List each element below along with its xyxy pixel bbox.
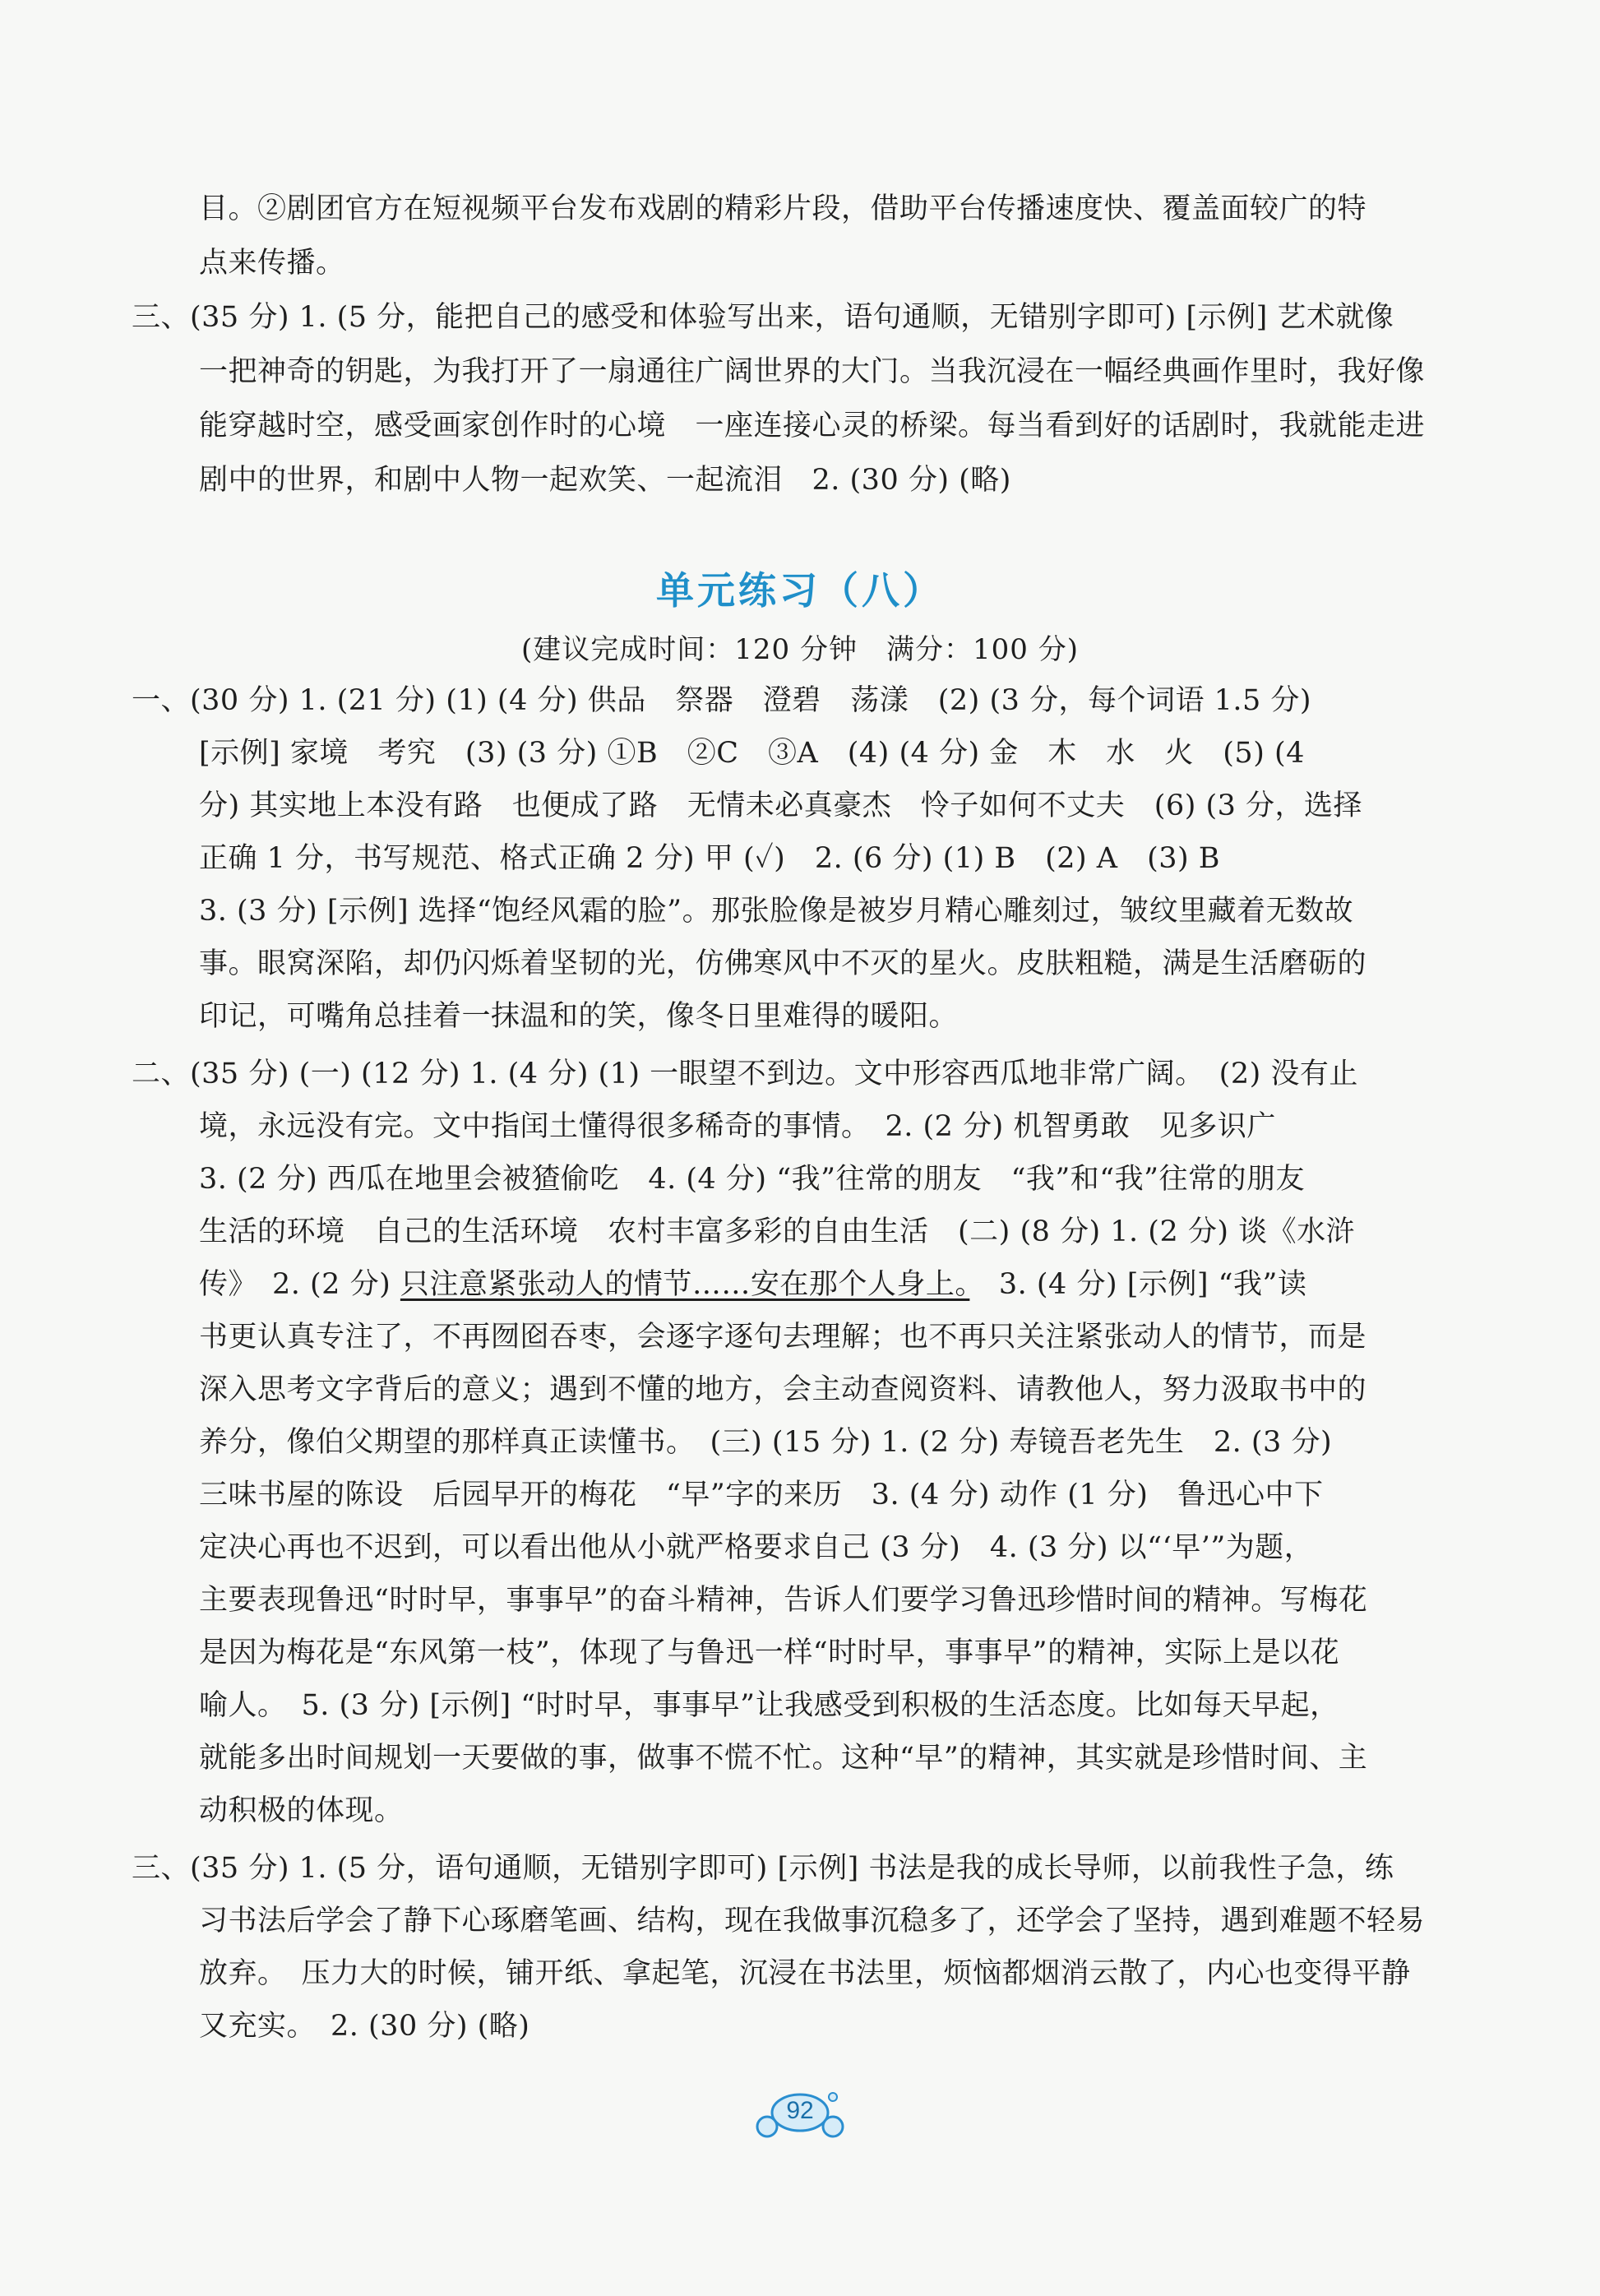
text-line: 三、(35 分) 1. (5 分，语句通顺，无错别字即可) [示例] 书法是我的成长导师，以前我性子急，练: [132, 1852, 1394, 1885]
text-line: 是因为梅花是“东风第一枝”，体现了与鲁迅一样“时时早，事事早”的精神，实际上是以花: [199, 1636, 1340, 1669]
text-line: 境，永远没有完。文中指闰土懂得很多稀奇的事情。 2. (2 分) 机智勇敢 见多识广: [199, 1110, 1276, 1143]
text-line: 目。②剧团官方在短视频平台发布戏剧的精彩片段，借助平台传播速度快、覆盖面较广的特: [199, 192, 1367, 225]
text-line: 分) 其实地上本没有路 也便成了路 无情未必真豪杰 怜子如何不丈夫 (6) (3 分，选择: [199, 789, 1363, 822]
page-number-badge: [751, 2085, 849, 2143]
text-segment: 3. (4 分) [示例] “我”读: [969, 1268, 1307, 1301]
text-line: 印记，可嘴角总挂着一抹温和的笑，像冬日里难得的暖阳。: [199, 1000, 959, 1033]
text-line: [199, 1265, 1306, 1304]
underlined-quote: 只注意紧张动人的情节……安在那个人身上。: [400, 1268, 970, 1301]
text-line: 能穿越时空，感受画家创作时的心境 一座连接心灵的桥梁。每当看到好的话剧时，我就能走进: [199, 410, 1426, 442]
text-line: 点来传播。: [199, 247, 345, 280]
text-line: 一、(30 分) 1. (21 分) (1) (4 分) 供品 祭器 澄碧 荡漾 (2) (3 分，每个词语 1.5 分): [132, 684, 1312, 717]
text-line: 三味书屋的陈设 后园早开的梅花 “早”字的来历 3. (4 分) 动作 (1 分) 鲁迅心中下: [199, 1479, 1324, 1511]
text-line: 又充实。 2. (30 分) (略): [199, 2010, 530, 2043]
text-line: 主要表现鲁迅“时时早，事事早”的奋斗精神，告诉人们要学习鲁迅珍惜时间的精神。写梅花: [199, 1584, 1368, 1617]
text-line: 放弃。 压力大的时候，铺开纸、拿起笔，沉浸在书法里，烦恼都烟消云散了，内心也变得平静: [199, 1957, 1411, 1990]
text-line: 深入思考文字背后的意义；遇到不懂的地方，会主动查阅资料、请教他人，努力汲取书中的: [199, 1373, 1367, 1406]
text-segment: 传》 2. (2 分): [199, 1268, 400, 1301]
section-subtitle: (建议完成时间：120 分钟 满分：100 分): [521, 633, 1079, 666]
text-line: 习书法后学会了静下心琢磨笔画、结构，现在我做事沉稳多了，还学会了坚持，遇到难题不轻易: [199, 1905, 1426, 1937]
text-line: 就能多出时间规划一天要做的事，做事不慌不忙。这种“早”的精神，其实就是珍惜时间、主: [199, 1742, 1368, 1775]
text-line: 二、(35 分) (一) (12 分) 1. (4 分) (1) 一眼望不到边。文中形容西瓜地非常广阔。 (2) 没有止: [132, 1058, 1358, 1090]
text-line: 书更认真专注了，不再囫囵吞枣，会逐字逐句去理解；也不再只关注紧张动人的情节，而是: [199, 1321, 1367, 1354]
text-line: 养分，像伯父期望的那样真正读懂书。 (三) (15 分) 1. (2 分) 寿镜吾老先生 2. (3 分): [199, 1426, 1333, 1459]
text-line: 喻人。 5. (3 分) [示例] “时时早，事事早”让我感受到积极的生活态度。比如每天早起，: [199, 1689, 1339, 1722]
text-line: 定决心再也不迟到，可以看出他从小就严格要求自己 (3 分) 4. (3 分) 以“‘早’”为题，: [199, 1531, 1314, 1564]
text-line: 3. (3 分) [示例] 选择“饱经风霜的脸”。那张脸像是被岁月精心雕刻过，皱纹里藏着无数故: [199, 895, 1354, 928]
text-line: [示例] 家境 考究 (3) (3 分) ①B ②C ③A (4) (4 分) 金 木 水 火 (5) (4: [199, 737, 1305, 770]
text-line: 3. (2 分) 西瓜在地里会被猹偷吃 4. (4 分) “我”往常的朋友 “我”和“我”往常的朋友: [199, 1163, 1306, 1196]
text-line: 动积极的体现。: [199, 1794, 404, 1827]
page-number: 92: [786, 2097, 814, 2124]
section-title: 单元练习（八）: [656, 568, 944, 613]
text-line: 三、(35 分) 1. (5 分，能把自己的感受和体验写出来，语句通顺，无错别字即可) [示例] 艺术就像: [132, 301, 1394, 334]
text-line: 生活的环境 自己的生活环境 农村丰富多彩的自由生活 (二) (8 分) 1. (2 分) 谈《水浒: [199, 1215, 1356, 1248]
text-line: 一把神奇的钥匙，为我打开了一扇通往广阔世界的大门。当我沉浸在一幅经典画作里时，我好像: [199, 355, 1426, 388]
text-line: 事。眼窝深陷，却仍闪烁着坚韧的光，仿佛寒风中不灭的星火。皮肤粗糙，满是生活磨砺的: [199, 947, 1367, 980]
text-line: 正确 1 分，书写规范、格式正确 2 分) 甲 (✓) 2. (6 分) (1) B (2) A (3) B: [199, 842, 1221, 875]
text-line: 剧中的世界，和剧中人物一起欢笑、一起流泪 2. (30 分) (略): [199, 464, 1011, 497]
